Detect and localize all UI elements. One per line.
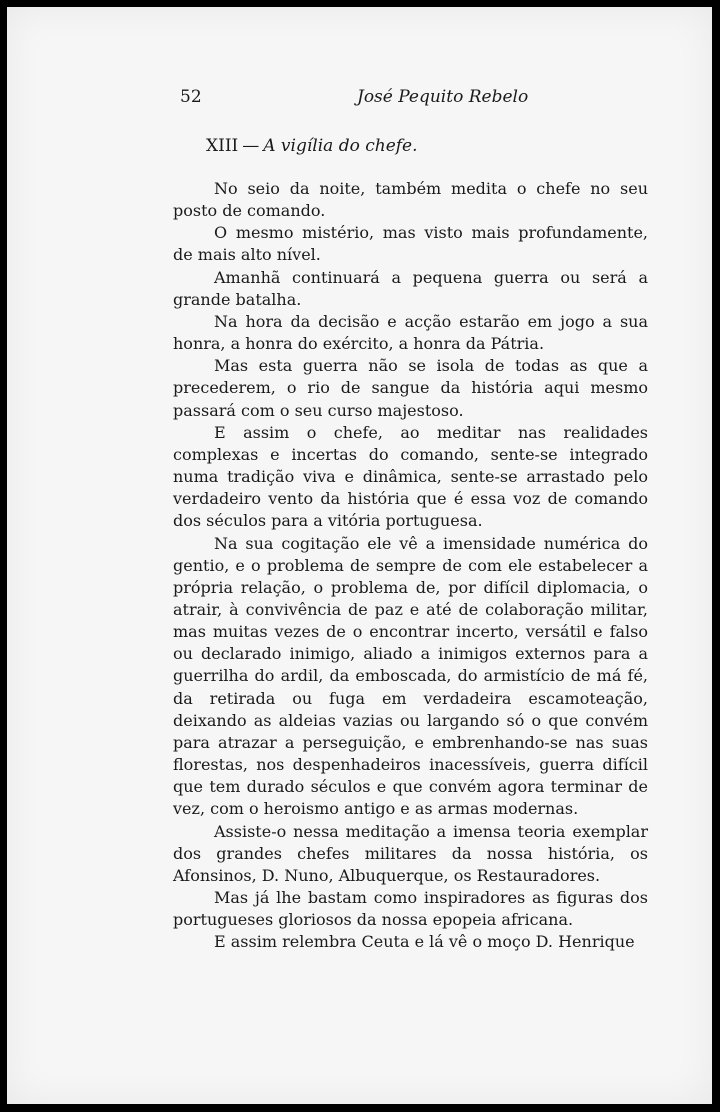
paragraph: O mesmo mistério, mas visto mais profundamente, de mais alto nível. bbox=[173, 223, 648, 265]
paragraph: Assiste-o nessa meditação a imensa teoria exemplar dos grandes chefes militares da nossa história, os Afonsinos, D. Nuno, Albuquerque, os Restauradores. bbox=[173, 821, 648, 885]
paragraph: Amanhã continuará a pequena guerra ou será a grande batalha. bbox=[173, 267, 648, 309]
paragraph: Na sua cogitação ele vê a imensidade numérica do gentio, e o problema de sempre de com ele estabelecer a própria relação, o problema de, por difícil diplomacia, o atrair, à convivência de paz e até de colaboração militar, mas muitas vezes de o encontrar incerto, versátil e falso ou declarado inimigo, aliado a inimigos externos para a guerrilha do ardil, da emboscada, do armistício de má fé, da retirada ou fuga em verdadeira escamoteação, deixando as aldeias vazias ou largando só o que convém para atrazar a perseguição, e embrenhando-se nas suas florestas, nos despenhadeiros inacessíveis, guerra difícil que tem durado séculos e que convém agora terminar de vez, com o heroismo antigo e as armas modernas. bbox=[173, 533, 648, 819]
book-page bbox=[7, 7, 712, 1104]
paragraph: E assim o chefe, ao meditar nas realidades complexas e incertas do comando, sente-se integrado numa tradição viva e dinâmica, sente-se arrastado pelo verdadeiro vento da história que é essa voz de comando dos séculos para a vitória portuguesa. bbox=[173, 422, 648, 531]
page-number: 52 bbox=[180, 87, 202, 107]
running-head: José Pequito Rebelo bbox=[357, 87, 529, 107]
page-header bbox=[172, 87, 643, 111]
paragraph: Mas já lhe bastam como inspiradores as figuras dos portugueses gloriosos da nossa epopeia africana. bbox=[173, 888, 648, 930]
chapter-numeral: XIII bbox=[206, 136, 239, 156]
paragraph: E assim relembra Ceuta e lá vê o moço D. Henrique bbox=[214, 932, 635, 952]
chapter-title: A vigília do chefe. bbox=[263, 136, 418, 156]
paragraph: Mas esta guerra não se isola de todas as que a precederem, o rio de sangue da história aqui mesmo passará com o seu curso majestoso. bbox=[173, 356, 648, 420]
chapter-separator: — bbox=[242, 136, 260, 156]
chapter-heading bbox=[206, 136, 418, 156]
body-text bbox=[173, 178, 648, 953]
paragraph: No seio da noite, também medita o chefe no seu posto de comando. bbox=[173, 179, 648, 221]
paragraph: Na hora da decisão e acção estarão em jogo a sua honra, a honra do exército, a honra da Pátria. bbox=[173, 311, 648, 354]
